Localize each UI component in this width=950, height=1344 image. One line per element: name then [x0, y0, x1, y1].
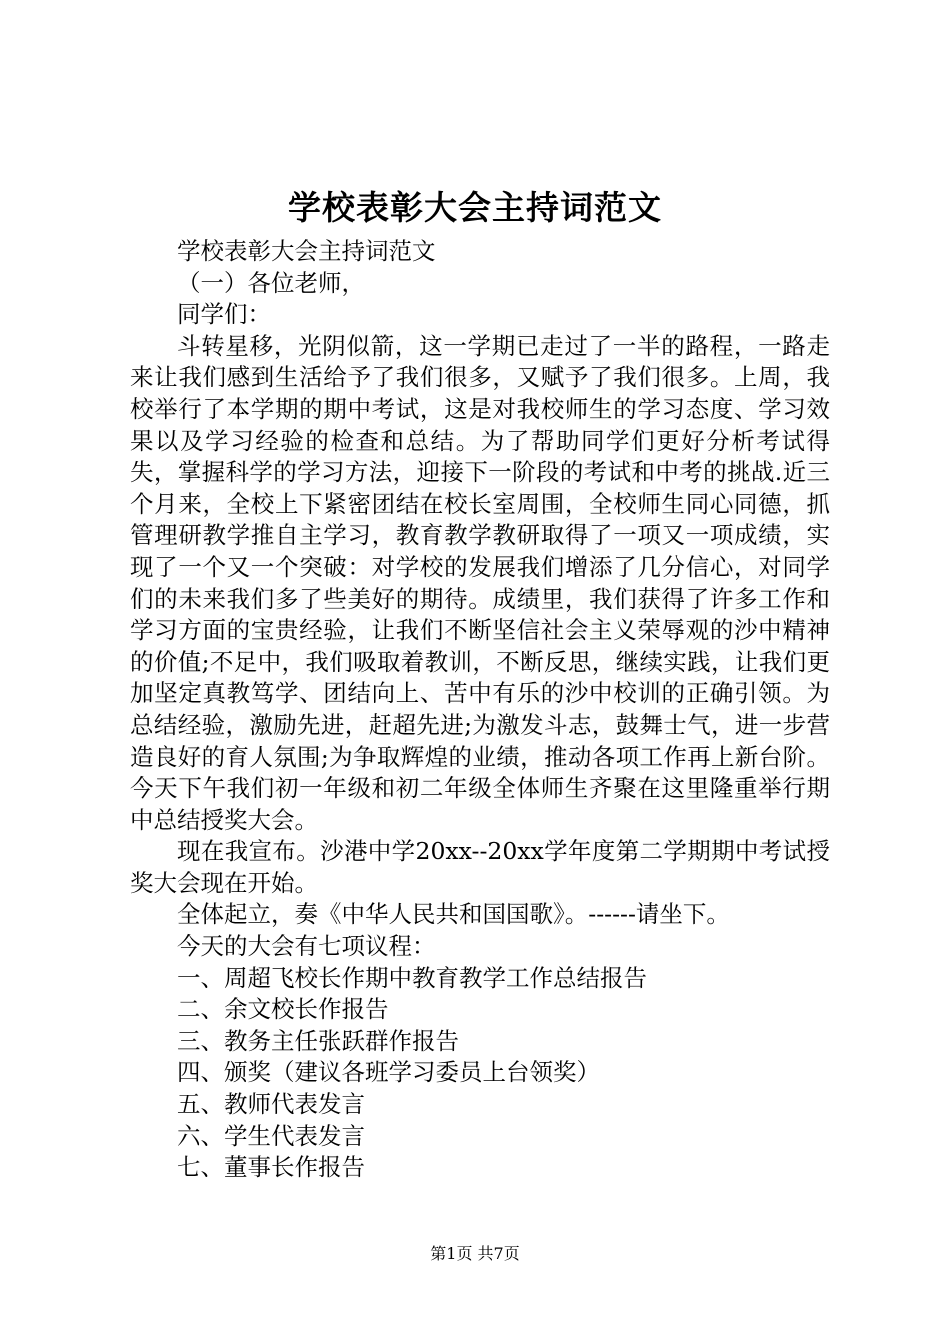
document-body	[130, 236, 830, 1184]
paragraph-opening-speech: 斗转星移，光阴似箭，这一学期已走过了一半的路程，一路走来让我们感到生活给予了我们很多，又赋予了我们很多。上周，我校举行了本学期的期中考试，这是对我校师生的学习态度、学习效果以及学习经验的检查和总结。为了帮助同学们更好分析考试得失，掌握科学的学习方法，迎接下一阶段的考试和中考的挑战.近三个月来，全校上下紧密团结在校长室周围，全校师生同心同德，抓管理研教学推自主学习，教育教学教研取得了一项又一项成绩，实现了一个又一个突破：对学校的发展我们增添了几分信心，对同学们的未来我们多了些美好的期待。成绩里，我们获得了许多工作和学习方面的宝贵经验，让我们不断坚信社会主义荣辱观的沙中精神的价值;不足中，我们吸取着教训，不断反思，继续实践，让我们更加坚定真教笃学、团结向上、苦中有乐的沙中校训的正确引领。为总结经验，激励先进，赶超先进;为激发斗志，鼓舞士气，进一步营造良好的育人氛围;为争取辉煌的业绩，推动各项工作再上新台阶。今天下午我们初一年级和初二年级全体师生齐聚在这里隆重举行期中总结授奖大会。	[130, 331, 830, 834]
paragraph-greeting-students: 同学们：	[177, 300, 271, 329]
agenda-item-2: 二、余文校长作报告	[177, 995, 389, 1024]
agenda-item-6: 六、学生代表发言	[177, 1121, 365, 1150]
paragraph-subtitle: 学校表彰大会主持词范文	[177, 237, 436, 265]
document-title: 学校表彰大会主持词范文	[288, 188, 662, 227]
paragraph-greeting-teachers: （一）各位老师，	[177, 268, 365, 297]
page-number-footer: 第1页 共7页	[430, 1244, 520, 1263]
agenda-item-3: 三、教务主任张跃群作报告	[177, 1026, 459, 1055]
paragraph-anthem: 全体起立，奏《中华人民共和国国歌》。------请坐下。	[177, 900, 730, 929]
paragraph-agenda-intro: 今天的大会有七项议程：	[177, 932, 436, 961]
agenda-item-7: 七、董事长作报告	[177, 1153, 365, 1182]
paragraph-announcement: 现在我宣布。沙港中学20xx--20xx学年度第二学期期中考试授奖大会现在开始。	[130, 837, 830, 897]
agenda-item-4: 四、颁奖（建议各班学习委员上台领奖）	[177, 1058, 600, 1087]
agenda-item-1: 一、周超飞校长作期中教育教学工作总结报告	[177, 963, 647, 992]
agenda-item-5: 五、教师代表发言	[177, 1090, 365, 1119]
